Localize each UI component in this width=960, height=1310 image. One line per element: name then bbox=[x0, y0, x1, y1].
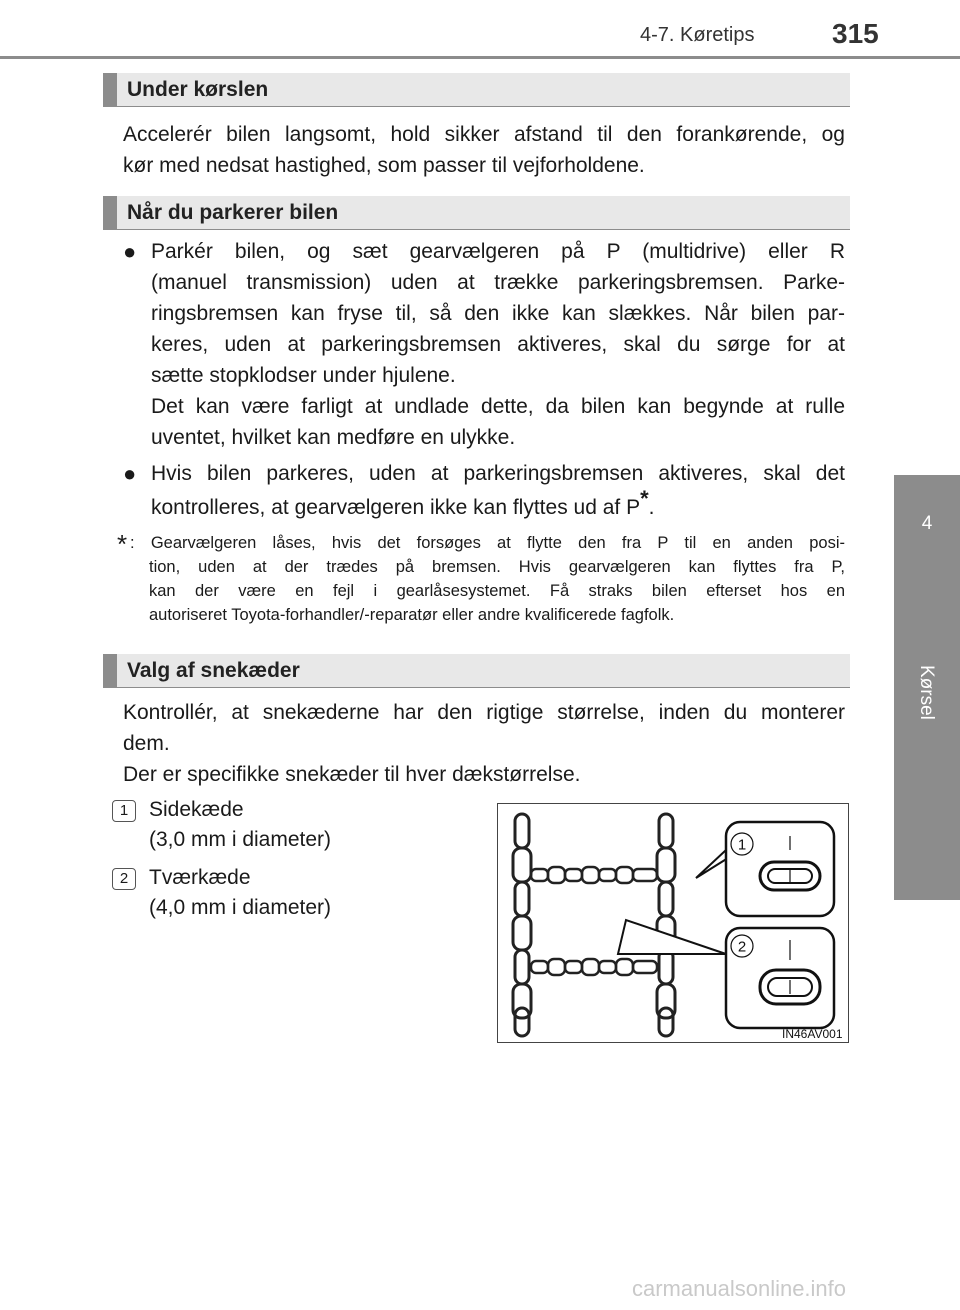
callout-pointer bbox=[618, 920, 726, 954]
text-line: Accelerér bilen langsomt, hold sikker afstand til den forankørende, og bbox=[123, 123, 845, 146]
item-number-badge: 2 bbox=[112, 868, 136, 890]
item-number-badge: 1 bbox=[112, 800, 136, 822]
section-heading-snow-chains bbox=[103, 654, 850, 688]
figure-code: IN46AV001 bbox=[782, 1027, 843, 1041]
cross-chain-link bbox=[599, 869, 616, 881]
cross-chain-link bbox=[548, 867, 565, 883]
cross-chain-link bbox=[616, 867, 633, 883]
item-detail: (3,0 mm i diameter) bbox=[149, 828, 332, 851]
chapter-tab bbox=[894, 475, 960, 900]
text-line: Det kan være farligt at undlade dette, da bilen kan begynde at rulle bbox=[151, 395, 845, 418]
bullet-item-parking-check bbox=[123, 458, 845, 523]
cross-chain-link bbox=[565, 869, 582, 881]
text-line: kør med nedsat hastighed, som passer til vejforholdene. bbox=[123, 154, 645, 177]
sentence-end: . bbox=[648, 496, 655, 519]
bullet-icon: ● bbox=[123, 239, 137, 264]
side-chain-link bbox=[659, 814, 673, 848]
side-chain-link bbox=[659, 882, 673, 916]
side-chain-link bbox=[657, 848, 675, 882]
cross-chain-link bbox=[531, 961, 548, 973]
section-heading-parking bbox=[103, 196, 850, 230]
side-chain-link bbox=[513, 916, 531, 950]
list-item-cross-chain bbox=[112, 863, 472, 923]
bullet-icon: ● bbox=[123, 461, 137, 486]
cross-chain-link bbox=[548, 959, 565, 975]
text-line: uventet, hvilket kan medføre en ulykke. bbox=[151, 426, 516, 449]
item-name: Tværkæde bbox=[149, 866, 251, 889]
text-line: Hvis bilen parkeres, uden at parkeringsbremsen aktiveres, skal det bbox=[151, 462, 845, 485]
callout-pointer bbox=[696, 850, 728, 878]
callout-number: 1 bbox=[737, 836, 747, 854]
cross-chain-link bbox=[633, 869, 657, 881]
text-line: Parkér bilen, og sæt gearvælgeren på P (multidrive) eller R bbox=[151, 240, 845, 263]
footnote-line: kan der være en fejl i gearlåsesystemet. Få straks bilen efterset hos en bbox=[149, 582, 845, 600]
section-heading-driving bbox=[103, 73, 850, 107]
header-section-title: 4-7. Køretips bbox=[640, 24, 755, 46]
footnote-asterisk: * bbox=[117, 529, 128, 559]
text-line: sætte stopklodser under hjulene. bbox=[151, 364, 456, 387]
callout-number: 2 bbox=[737, 938, 747, 956]
side-chain-link bbox=[515, 950, 529, 984]
chains-paragraph bbox=[123, 697, 845, 790]
text-line: Der er specifikke snekæder til hver dækstørrelse. bbox=[123, 763, 581, 786]
text-line: Kontrollér, at snekæderne har den rigtige størrelse, inden du monterer bbox=[123, 701, 845, 724]
snow-chain-illustration bbox=[497, 803, 849, 1043]
page-number: 315 bbox=[832, 18, 879, 49]
cross-chain-link bbox=[582, 867, 599, 883]
chapter-title: Kørsel bbox=[916, 665, 937, 720]
text-line: kontrolleres, at gearvælgeren ikke kan flyttes ud af P bbox=[151, 496, 641, 519]
list-item-side-chain bbox=[112, 795, 472, 855]
side-chain-link bbox=[659, 950, 673, 984]
section-title: Valg af snekæder bbox=[127, 659, 300, 682]
text-line: keres, uden at parkeringsbremsen aktiveres, skal du sørge for at bbox=[151, 333, 845, 356]
driving-paragraph bbox=[123, 119, 845, 181]
footnote bbox=[117, 531, 845, 627]
cross-chain-link bbox=[565, 961, 582, 973]
watermark: carmanualsonline.info bbox=[632, 1276, 847, 1301]
footnote-line: tion, uden at der trædes på bremsen. Hvis gearvælgeren kan flyttes fra P, bbox=[149, 558, 845, 576]
cross-chain-link bbox=[616, 959, 633, 975]
text-line: (manuel transmission) uden at trække parkeringsbremsen. Parke- bbox=[151, 271, 845, 294]
footnote-line: : Gearvælgeren låses, hvis det forsøges at flytte den fra P til en anden posi- bbox=[130, 534, 845, 552]
text-line: dem. bbox=[123, 732, 170, 755]
header-divider bbox=[0, 56, 960, 59]
side-chain-link bbox=[515, 814, 529, 848]
side-chain-link bbox=[513, 848, 531, 882]
footnote-line: autoriseret Toyota-forhandler/-reparatør eller andre kvalificerede fagfolk. bbox=[149, 606, 675, 624]
section-title: Når du parkerer bilen bbox=[127, 201, 339, 224]
cross-chain-link bbox=[599, 961, 616, 973]
side-chain-link bbox=[659, 1008, 673, 1036]
section-title: Under kørslen bbox=[127, 78, 269, 101]
item-detail: (4,0 mm i diameter) bbox=[149, 896, 332, 919]
chapter-number: 4 bbox=[921, 513, 933, 534]
cross-chain-link bbox=[633, 961, 657, 973]
cross-chain-link bbox=[582, 959, 599, 975]
item-name: Sidekæde bbox=[149, 798, 244, 821]
bullet-item-parking bbox=[123, 236, 845, 453]
cross-chain-link bbox=[531, 869, 548, 881]
side-chain-link bbox=[515, 1008, 529, 1036]
side-chain-link bbox=[515, 882, 529, 916]
text-line: ringsbremsen kan fryse til, så den ikke kan slækkes. Når bilen par- bbox=[151, 302, 845, 325]
footnote-reference: * bbox=[640, 486, 649, 511]
